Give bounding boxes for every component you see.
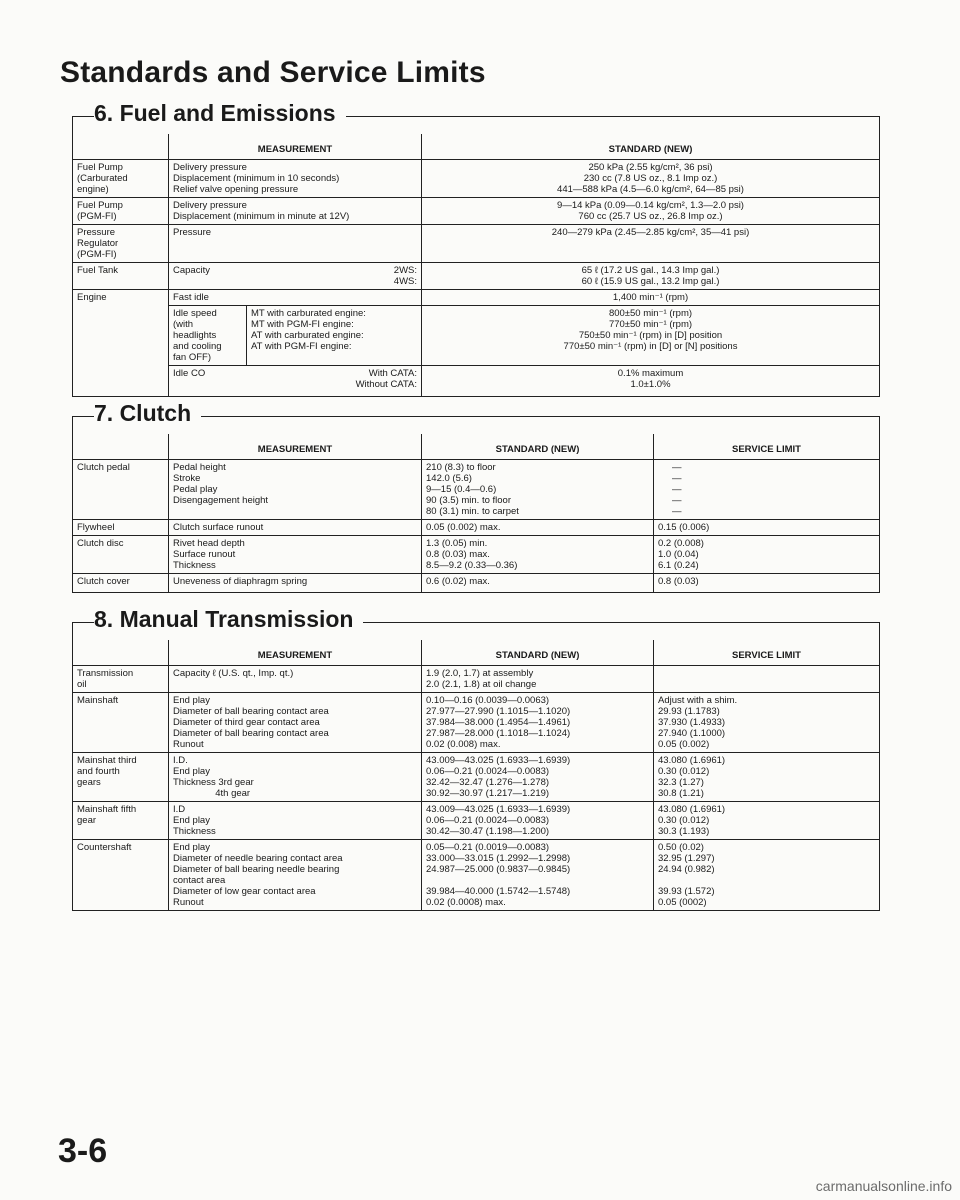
standard-cell: 0.05 (0.002) max.	[422, 520, 654, 536]
measurement-cell: Fast idle	[169, 290, 422, 306]
item-cell: Fuel Pump (PGM-FI)	[73, 198, 169, 225]
manual-transmission-table	[72, 640, 880, 911]
clutch-table	[72, 434, 880, 593]
fuel-emissions-table	[72, 134, 880, 397]
manual-transmission-section	[72, 606, 880, 911]
co-conditions: With CATA: Without CATA:	[247, 366, 422, 397]
standard-cell: 43.009—43.025 (1.6933—1.6939) 0.06—0.21 (0.0024—0.0083) 30.42—30.47 (1.198—1.200)	[422, 802, 654, 840]
section-title: 7. Clutch	[94, 400, 201, 427]
item-cell: Clutch pedal	[77, 462, 130, 473]
measurement-cell: Pedal height Stroke Pedal play Disengagement height	[169, 460, 422, 520]
measurement-cell: End play Diameter of needle bearing contact area Diameter of ball bearing needle bearing contact area Diameter of low gear contact area Runout	[169, 840, 422, 911]
item-cell: Fuel Pump (Carburated engine)	[77, 162, 128, 195]
limit-cell: 0.50 (0.02) 32.95 (1.297) 24.94 (0.982) 39.93 (1.572) 0.05 (0002)	[654, 840, 880, 911]
standard-cell: 1,400 min⁻¹ (rpm)	[422, 290, 880, 306]
standard-cell: 43.009—43.025 (1.6933—1.6939) 0.06—0.21 (0.0024—0.0083) 32.42—32.47 (1.276—1.278) 30.92—30.97 (1.217—1.219)	[422, 753, 654, 802]
standard-cell: 9—14 kPa (0.09—0.14 kg/cm², 1.3—2.0 psi) 760 cc (25.7 US oz., 26.8 Imp oz.)	[422, 198, 880, 225]
section-title: 8. Manual Transmission	[94, 606, 363, 633]
item-cell: Countershaft	[73, 840, 169, 911]
standard-cell: 250 kPa (2.55 kg/cm², 36 psi) 230 cc (7.8 US oz., 8.1 Imp oz.) 441—588 kPa (4.5—6.0 kg/cm², 64—85 psi)	[422, 160, 880, 198]
limit-cell: — — — — —	[654, 460, 880, 520]
standard-cell: 0.1% maximum 1.0±1.0%	[422, 366, 880, 397]
standard-cell: 0.10—0.16 (0.0039—0.0063) 27.977—27.990 (1.1015—1.1020) 37.984—38.000 (1.4954—1.4961) 27.987—28.000 (1.1018—1.1024) 0.02 (0.008) max.	[422, 693, 654, 753]
measurement-header: MEASUREMENT	[169, 434, 422, 460]
section-heading	[72, 100, 880, 134]
standard-cell: 0.6 (0.02) max.	[422, 574, 654, 593]
idle-conditions: MT with carburated engine: MT with PGM-FI engine: AT with carburated engine: AT with PGM-FI engine:	[247, 306, 422, 366]
service-limit-header: SERVICE LIMIT	[654, 434, 880, 460]
measurement-cell: I.D End play Thickness	[169, 802, 422, 840]
standard-cell: 800±50 min⁻¹ (rpm) 770±50 min⁻¹ (rpm) 750±50 min⁻¹ (rpm) in [D] position 770±50 min⁻¹ (rpm) in [D] or [N] positions	[422, 306, 880, 366]
standard-cell: 1.3 (0.05) min. 0.8 (0.03) max. 8.5—9.2 (0.33—0.36)	[422, 536, 654, 574]
section-heading	[72, 400, 880, 434]
measurement-cell: Uneveness of diaphragm spring	[169, 574, 422, 593]
standard-header: STANDARD (NEW)	[422, 640, 654, 666]
fuel-emissions-section	[72, 100, 880, 397]
standard-cell: 65 ℓ (17.2 US gal., 14.3 Imp gal.) 60 ℓ (15.9 US gal., 13.2 Imp gal.)	[422, 263, 880, 290]
limit-cell: Adjust with a shim. 29.93 (1.1783) 37.930 (1.4933) 27.940 (1.1000) 0.05 (0.002)	[654, 693, 880, 753]
item-cell: Transmission oil	[77, 668, 134, 690]
limit-cell: 43.080 (1.6961) 0.30 (0.012) 32.3 (1.27) 30.8 (1.21)	[654, 753, 880, 802]
measurement-cell: Capacity ℓ (U.S. qt., Imp. qt.)	[169, 666, 422, 693]
clutch-section	[72, 400, 880, 593]
measurement-cell: Pressure	[169, 225, 422, 263]
measurement-header: MEASUREMENT	[169, 134, 422, 160]
measurement-cell: End play Diameter of ball bearing contact area Diameter of third gear contact area Diameter of ball bearing contact area Runout	[169, 693, 422, 753]
page-title: Standards and Service Limits	[60, 56, 486, 89]
limit-cell: 0.15 (0.006)	[654, 520, 880, 536]
measurement-cell: Delivery pressure Displacement (minimum in 10 seconds) Relief valve opening pressure	[169, 160, 422, 198]
service-limit-header: SERVICE LIMIT	[654, 640, 880, 666]
measurement-cell: Delivery pressure Displacement (minimum in minute at 12V)	[169, 198, 422, 225]
measurement-cell: Clutch surface runout	[169, 520, 422, 536]
item-cell: Clutch disc	[73, 536, 169, 574]
item-cell: Pressure Regulator (PGM-FI)	[73, 225, 169, 263]
page-number: 3-6	[58, 1132, 108, 1170]
item-cell: Fuel Tank	[73, 263, 169, 290]
limit-cell: 0.8 (0.03)	[654, 574, 880, 593]
watermark: carmanualsonline.info	[815, 1178, 952, 1194]
capacity-label: Capacity	[173, 265, 210, 276]
standard-cell: 1.9 (2.0, 1.7) at assembly 2.0 (2.1, 1.8) at oil change	[422, 666, 654, 693]
item-cell: Mainshaft	[73, 693, 169, 753]
section-heading	[72, 606, 880, 640]
item-cell: Mainshat third and fourth gears	[73, 753, 169, 802]
measurement-cell: Rivet head depth Surface runout Thickness	[169, 536, 422, 574]
idle-speed-label: Idle speed (with headlights and cooling fan OFF)	[169, 306, 247, 366]
measurement-cell: Capacity 2WS: 4WS:	[169, 263, 422, 290]
item-cell: Engine	[73, 290, 169, 397]
standard-header: STANDARD (NEW)	[422, 434, 654, 460]
standard-header: STANDARD (NEW)	[422, 134, 880, 160]
limit-cell: 43.080 (1.6961) 0.30 (0.012) 30.3 (1.193)	[654, 802, 880, 840]
standard-cell: 210 (8.3) to floor 142.0 (5.6) 9—15 (0.4—0.6) 90 (3.5) min. to floor 80 (3.1) min. to carpet	[422, 460, 654, 520]
item-cell: Clutch cover	[73, 574, 169, 593]
standard-cell: 240—279 kPa (2.45—2.85 kg/cm², 35—41 psi)	[422, 225, 880, 263]
measurement-cell: I.D. End play Thickness 3rd gear 4th gear	[169, 753, 422, 802]
standard-cell: 0.05—0.21 (0.0019—0.0083) 33.000—33.015 (1.2992—1.2998) 24.987—25.000 (0.9837—0.9845) 39.984—40.000 (1.5742—1.5748) 0.02 (0.0008) max.	[422, 840, 654, 911]
item-cell: Flywheel	[73, 520, 169, 536]
measurement-header: MEASUREMENT	[169, 640, 422, 666]
item-cell: Mainshaft fifth gear	[73, 802, 169, 840]
idle-co-label: Idle CO	[169, 366, 247, 397]
limit-cell	[654, 666, 880, 693]
section-title: 6. Fuel and Emissions	[94, 100, 346, 127]
limit-cell: 0.2 (0.008) 1.0 (0.04) 6.1 (0.24)	[654, 536, 880, 574]
